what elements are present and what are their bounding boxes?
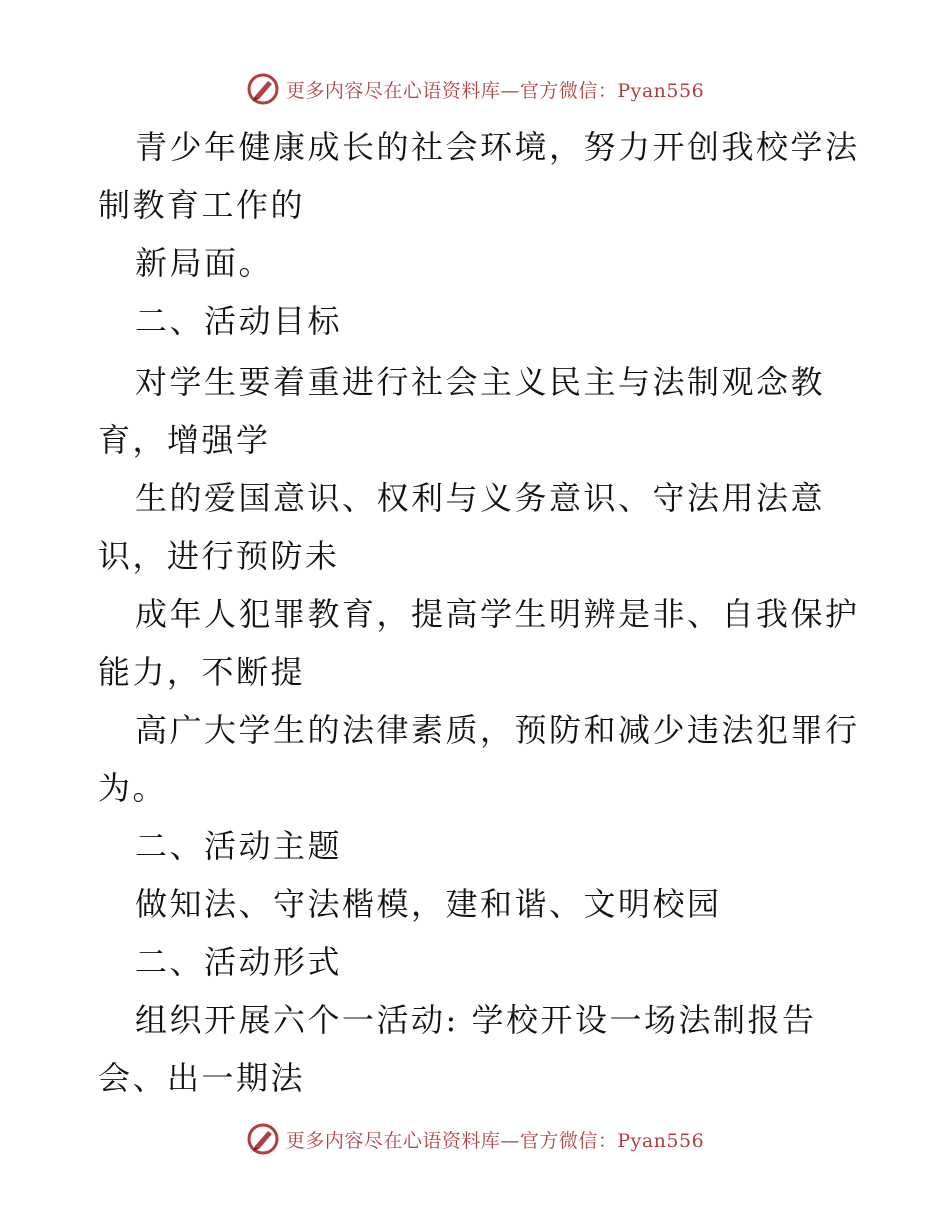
text-line: 能力，不断提: [98, 653, 306, 691]
watermark-text: 更多内容尽在心语资料库—官方微信：Pyan556: [285, 79, 705, 102]
text-line: 新局面。: [135, 244, 274, 282]
text-line: 做知法、守法楷模，建和谐、文明校园: [135, 885, 722, 923]
pen-circle-logo-icon: [246, 72, 280, 106]
text-line: 对学生要着重进行社会主义民主与法制观念教: [135, 363, 826, 401]
text-line: 成年人犯罪教育，提高学生明辨是非、自我保护: [135, 595, 860, 633]
section-heading: 二、活动形式: [135, 943, 343, 981]
footer-watermark: [0, 1122, 950, 1156]
header-watermark: [0, 72, 950, 106]
pen-circle-logo-icon: [246, 1122, 280, 1156]
text-line: 识，进行预防未: [98, 537, 340, 575]
section-heading: 二、活动主题: [135, 827, 343, 865]
text-line: 生的爱国意识、权利与义务意识、守法用法意: [135, 479, 826, 517]
text-line: 为。: [98, 769, 168, 807]
section-heading: 二、活动目标: [135, 302, 343, 340]
text-line: 高广大学生的法律素质，预防和减少违法犯罪行: [135, 711, 860, 749]
text-line: 制教育工作的: [98, 186, 306, 224]
text-line: 育，增强学: [98, 421, 271, 459]
watermark-text: 更多内容尽在心语资料库—官方微信：Pyan556: [285, 1129, 705, 1152]
text-line: 会、出一期法: [98, 1059, 306, 1097]
text-line: 组织开展六个一活动: 学校开设一场法制报告: [135, 1001, 817, 1039]
text-line: 青少年健康成长的社会环境，努力开创我校学法: [135, 128, 860, 166]
